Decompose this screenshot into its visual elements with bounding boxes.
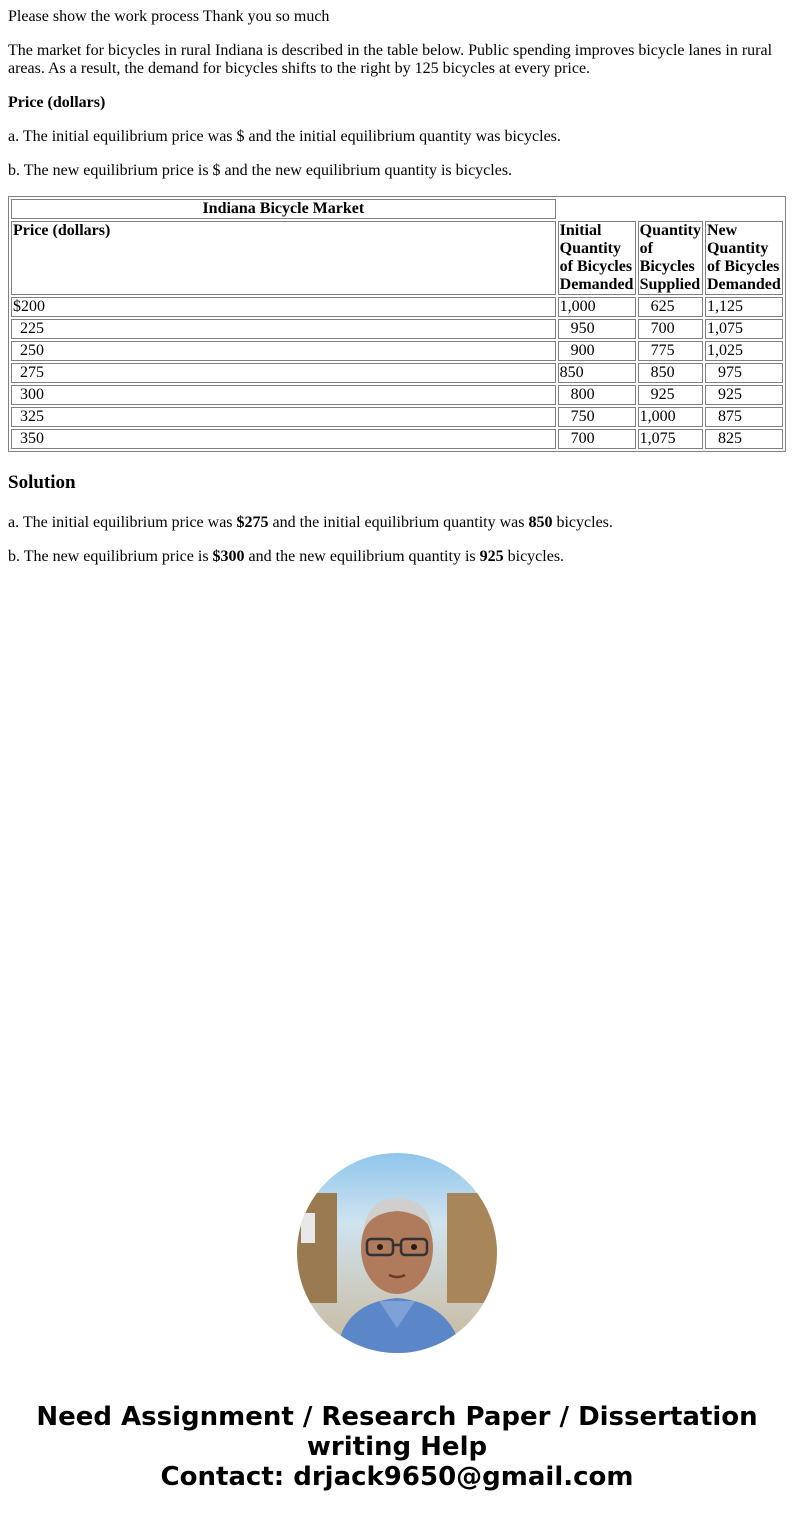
table-cell: 1,025 — [705, 341, 783, 361]
table-cell: 275 — [11, 363, 556, 383]
table-cell: 1,000 — [638, 407, 703, 427]
table-cell: 925 — [705, 385, 783, 405]
table-cell: 350 — [11, 429, 556, 449]
document-body — [8, 8, 786, 582]
table-cell: 1,075 — [705, 319, 783, 339]
solution-part-b: b. The new equilibrium price is $300 and the new equilibrium quantity is 925 bicycles. — [8, 548, 565, 565]
table-cell: 775 — [638, 341, 703, 361]
table-cell: 225 — [11, 319, 556, 339]
question-description: The market for bicycles in rural Indiana is described in the table below. Public spending improves bicycle lanes in rural areas. As a result, the demand for bicycles shifts to the right by 125 bicycles at every price. — [8, 42, 773, 77]
table-cell: 325 — [11, 407, 556, 427]
question-part-a: a. The initial equilibrium price was $ and the initial equilibrium quantity was bicycles. — [8, 128, 561, 145]
header-price: Price (dollars) — [11, 221, 556, 295]
solution-heading: Solution — [8, 472, 76, 493]
table-cell: 825 — [705, 429, 783, 449]
table-cell: 950 — [558, 319, 636, 339]
table-cell: 875 — [705, 407, 783, 427]
table-cell: 625 — [638, 297, 703, 317]
question-intro: Please show the work process Thank you so much — [8, 8, 330, 25]
header-supplied: Quantity of Bicycles Supplied — [639, 222, 701, 293]
table-cell: 800 — [558, 385, 636, 405]
table-cell: 850 — [558, 363, 636, 383]
table-cell: 850 — [638, 363, 703, 383]
table-row — [11, 385, 783, 405]
table-cell: 975 — [705, 363, 783, 383]
footer-contact: Contact: drjack9650@gmail.com — [160, 1462, 634, 1492]
person-portrait-icon — [297, 1153, 497, 1353]
table-row — [11, 407, 783, 427]
price-heading: Price (dollars) — [8, 94, 106, 111]
header-initial-demand: Initial Quantity of Bicycles Demanded — [558, 221, 636, 295]
table-cell: 300 — [11, 385, 556, 405]
table-cell: 1,000 — [558, 297, 636, 317]
table-cell: 700 — [638, 319, 703, 339]
table-row — [11, 319, 783, 339]
table-row — [11, 429, 783, 449]
avatar — [297, 1153, 497, 1353]
header-new-demand: New Quantity of Bicycles Demanded — [705, 221, 783, 295]
table-row — [11, 363, 783, 383]
bicycle-market-table — [8, 196, 786, 452]
table-caption: Indiana Bicycle Market — [11, 199, 556, 219]
table-cell: 700 — [558, 429, 636, 449]
table-cell: 1,125 — [705, 297, 783, 317]
table-cell: $200 — [11, 297, 556, 317]
table-cell: 900 — [558, 341, 636, 361]
table-row — [11, 341, 783, 361]
footer-banner — [0, 1402, 794, 1492]
table-cell: 250 — [11, 341, 556, 361]
question-part-b: b. The new equilibrium price is $ and the new equilibrium quantity is bicycles. — [8, 162, 513, 179]
table-cell: 750 — [558, 407, 636, 427]
table-caption-row — [11, 199, 783, 219]
solution-part-a: a. The initial equilibrium price was $275 and the initial equilibrium quantity was 850 bicycles. — [8, 514, 613, 531]
caption-spacer — [558, 199, 783, 219]
table-row — [11, 297, 783, 317]
footer-help-text: Need Assignment / Research Paper / Dissertation writing Help — [36, 1402, 758, 1462]
table-header-row — [11, 221, 783, 295]
table-cell: 1,075 — [638, 429, 703, 449]
table-cell: 925 — [638, 385, 703, 405]
